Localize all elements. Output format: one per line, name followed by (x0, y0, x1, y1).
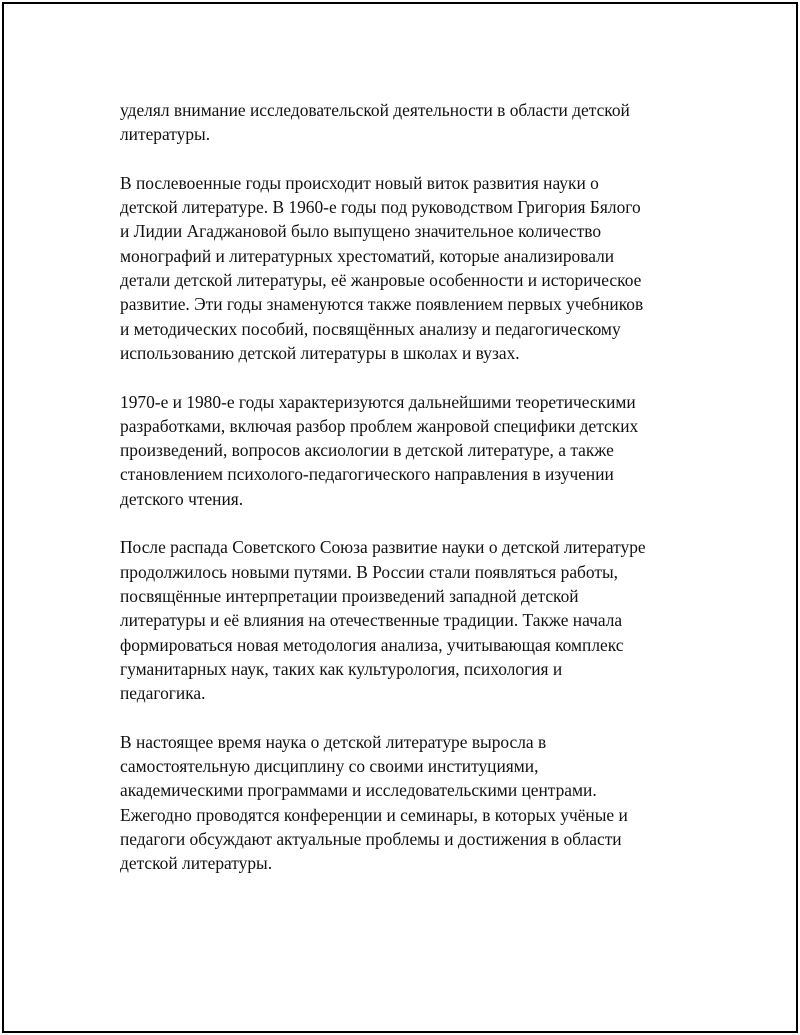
paragraph-1: уделял внимание исследовательской деятельности в области детской литературы. (120, 100, 630, 145)
document-body (120, 98, 690, 900)
paragraph-3: 1970-е и 1980-е годы характеризуются дальнейшими теоретическими разработками, включая разбор проблем жанровой специфики детских произведений, вопросов аксиологии в детской литературе, а также становлением психолого-педагогического направления в изучении детского чтения. (120, 391, 639, 509)
page-frame (2, 2, 798, 1033)
paragraph-5: В настоящее время наука о детской литературе выросла в самостоятельную дисциплину со своими институциями, академическими программами и исследовательскими центрами. Ежегодно проводятся конференции и семинары, в которых учёные и педагоги обсуждают актуальные проблемы и достижения в области детской литературы. (120, 731, 628, 874)
paragraph-2: В послевоенные годы происходит новый виток развития науки о детской литературе. В 1960-е годы под руководством Григория Бялого и Лидии Агаджановой было выпущено значительное количество монографий и литературных хрестоматий, которые анализировали детали детской литературы, её жанровые особенности и историческое развитие. Эти годы знаменуются также появлением первых учебников и методических пособий, посвящённых анализу и педагогическому использованию детской литературы в школах и вузах. (120, 172, 644, 363)
paragraph-4: После распада Советского Союза развитие науки о детской литературе продолжилось новыми путями. В России стали появляться работы, посвящённые интерпретации произведений западной детской литературы и её влияния на отечественные традиции. Также начала формироваться новая методология анализа, учитывающая комплекс гуманитарных наук, таких как культурология, психология и педагогика. (120, 537, 646, 704)
